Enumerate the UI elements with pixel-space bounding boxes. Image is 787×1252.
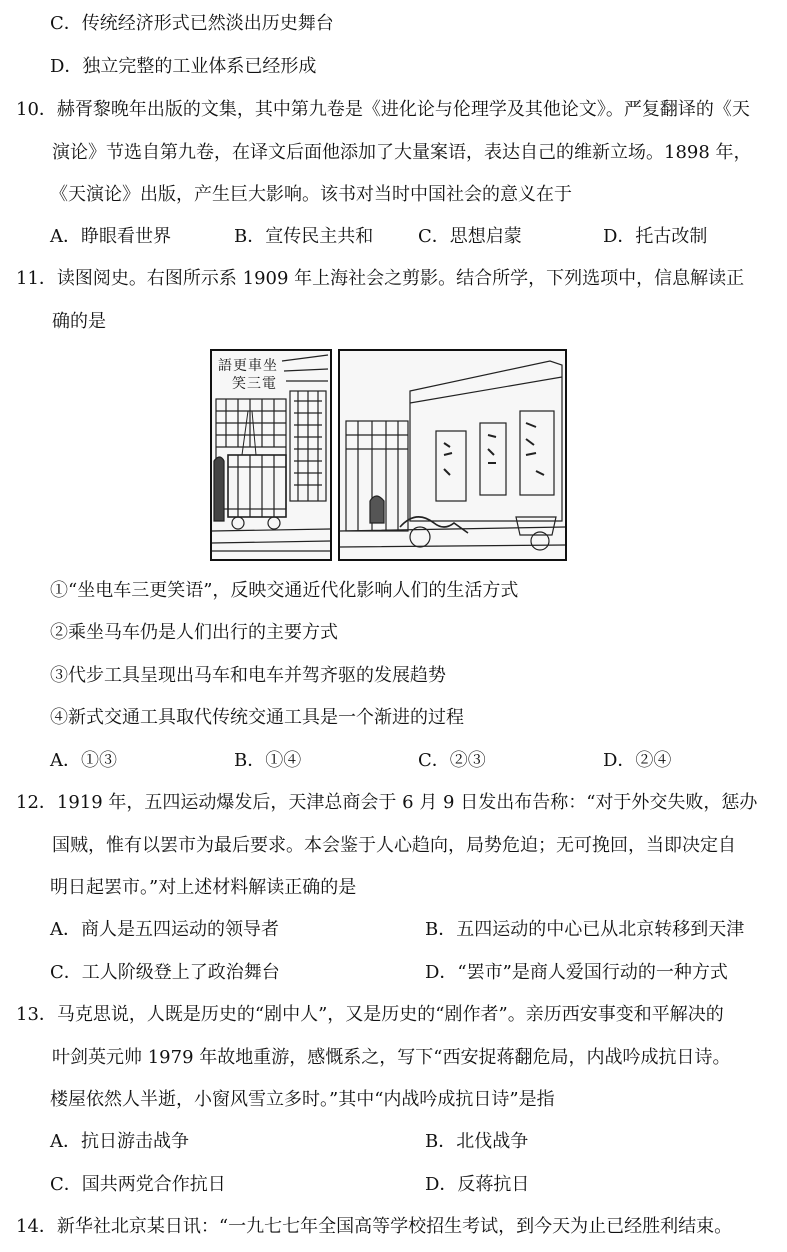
q13-option-b: B．北伐战争 [425, 1131, 529, 1152]
q11-statement-4: ④新式交通工具取代传统交通工具是一个渐进的过程 [50, 707, 464, 728]
q10-stem-line1: 10．赫胥黎晚年出版的文集，其中第九卷是《进化论与伦理学及其他论文》。严复翻译的《天 [16, 99, 750, 120]
q10-stem-line3: 《天演论》出版，产生巨大影响。该书对当时中国社会的意义在于 [50, 184, 572, 205]
q12-stem-line3: 明日起罢市。”对上述材料解读正确的是 [50, 877, 357, 898]
q10-option-d: D．托古改制 [603, 226, 708, 247]
q12-option-a: A．商人是五四运动的领导者 [50, 919, 279, 940]
q13-option-d: D．反蒋抗日 [425, 1174, 530, 1195]
q12-stem-line2: 国贼，惟有以罢市为最后要求。本会鉴于人心趋向，局势危迫；无可挽回，当即决定自 [52, 835, 736, 856]
figure-panel-carriage [338, 349, 567, 561]
q14-stem-line1: 14．新华社北京某日讯：“一九七七年全国高等学校招生考试，到今天为止已经胜利结束。 [16, 1216, 733, 1237]
q11-statement-3: ③代步工具呈现出马车和电车并驾齐驱的发展趋势 [50, 665, 446, 686]
q11-option-b: B．①④ [234, 750, 302, 771]
q9-option-c: C．传统经济形式已然淡出历史舞台 [50, 13, 334, 34]
q12-option-c: C．工人阶级登上了政治舞台 [50, 962, 280, 983]
figure-panel-tram [210, 349, 332, 561]
q11-figure [210, 349, 567, 561]
q13-option-c: C．国共两党合作抗日 [50, 1174, 226, 1195]
q11-option-c: C．②③ [418, 750, 486, 771]
figure-caption [218, 357, 278, 393]
q10-stem-line2: 演论》节选自第九卷，在译文后面他添加了大量案语，表达自己的维新立场。1898 年， [52, 142, 752, 163]
q10-option-a: A．睁眼看世界 [50, 226, 171, 247]
q9-option-d: D．独立完整的工业体系已经形成 [50, 56, 317, 77]
q12-stem-line1: 12．1919 年，五四运动爆发后，天津总商会于 6 月 9 日发出布告称：“对于外交失败，惩办 [16, 792, 758, 813]
q13-stem-line2: 叶剑英元帅 1979 年故地重游，感慨系之，写下“西安捉蒋翻危局，内战吟成抗日诗。 [52, 1047, 731, 1068]
q11-option-a: A．①③ [50, 750, 117, 771]
q11-statement-2: ②乘坐马车仍是人们出行的主要方式 [50, 622, 338, 643]
figure-caption-line1: 語更車坐 [218, 358, 278, 374]
q13-option-a: A．抗日游击战争 [50, 1131, 189, 1152]
q12-option-d: D．“罢市”是商人爱国行动的一种方式 [425, 962, 728, 983]
q10-option-b: B．宣传民主共和 [234, 226, 374, 247]
q11-statement-1: ①“坐电车三更笑语”，反映交通近代化影响人们的生活方式 [50, 580, 519, 601]
q11-option-d: D．②④ [603, 750, 672, 771]
q12-option-b: B．五四运动的中心已从北京转移到天津 [425, 919, 745, 940]
q11-stem-line2: 确的是 [52, 311, 106, 332]
q13-stem-line1: 13．马克思说，人既是历史的“剧中人”，又是历史的“剧作者”。亲历西安事变和平解决的 [16, 1004, 724, 1025]
q10-option-c: C．思想启蒙 [418, 226, 522, 247]
q13-stem-line3: 楼屋依然人半逝，小窗风雪立多时。”其中“内战吟成抗日诗”是指 [50, 1089, 555, 1110]
figure-caption-line2: 笑三電 [232, 376, 277, 392]
carriage-illustration [340, 351, 565, 559]
q11-stem-line1: 11．读图阅史。右图所示系 1909 年上海社会之剪影。结合所学，下列选项中，信息解读正 [16, 268, 745, 289]
